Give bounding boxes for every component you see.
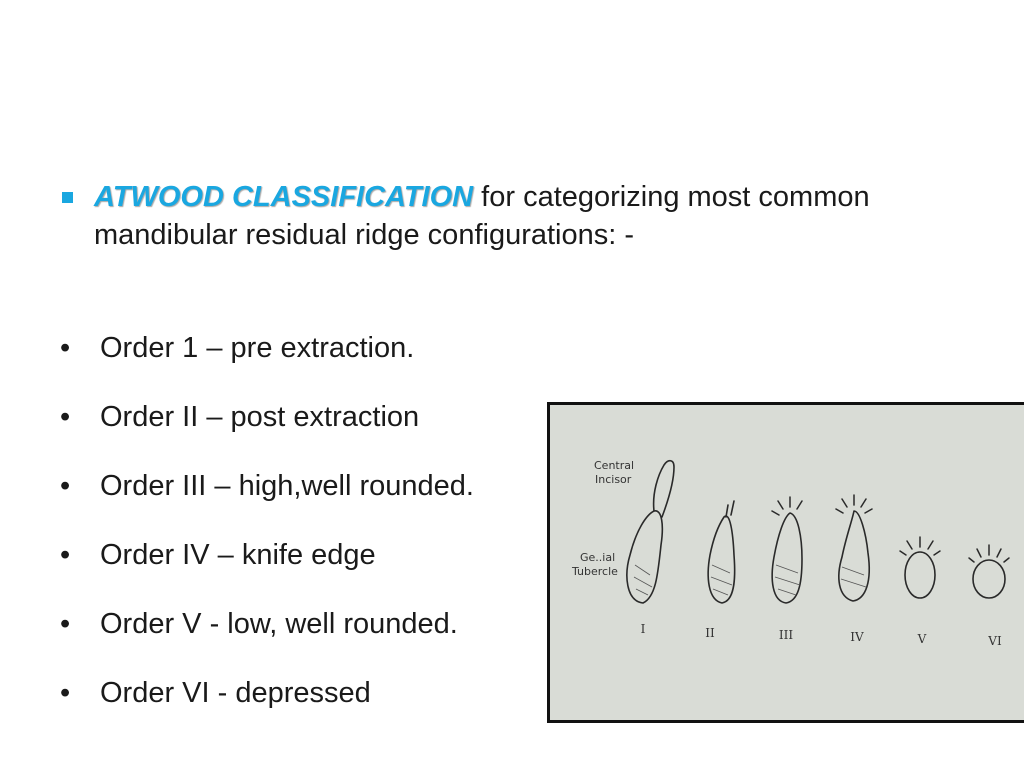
central-label: Central [594,459,635,472]
ridge-drawing [550,405,1024,720]
numeral-IV: IV [850,630,864,644]
numeral-I: I [640,622,646,636]
order-text: Order V - low, well rounded. [100,608,458,640]
numeral-VI: VI [988,634,1002,648]
bullet-dot-icon: • [60,401,71,433]
ridge-classification-figure [547,402,1024,723]
figure-background [550,405,1024,720]
order-text: Order VI - depressed [100,677,371,709]
numeral-V: V [917,632,927,646]
numeral-II: II [705,626,715,640]
genial-label: Ge..ial [580,551,616,564]
numeral-III: III [778,628,794,642]
bullet-dot-icon: • [60,470,71,502]
bullet-dot-icon: • [60,608,71,640]
order-text: Order 1 – pre extraction. [100,332,415,364]
square-bullet-icon [62,192,73,203]
order-text: Order II – post extraction [100,401,420,433]
order-text: Order IV – knife edge [100,539,376,571]
intro-paragraph [62,178,962,254]
order-text: Order III – high,well rounded. [100,470,474,502]
atwood-classification-heading: ATWOOD CLASSIFICATION [94,181,474,213]
tubercle-label: Tubercle [572,565,618,578]
intro-text [94,178,962,254]
bullet-dot-icon: • [60,539,71,571]
bullet-dot-icon: • [60,332,71,364]
incisor-label: Incisor [595,473,632,486]
intro-description: for categorizing most common mandibular residual ridge configurations: - [94,181,870,251]
bullet-dot-icon: • [60,677,71,709]
